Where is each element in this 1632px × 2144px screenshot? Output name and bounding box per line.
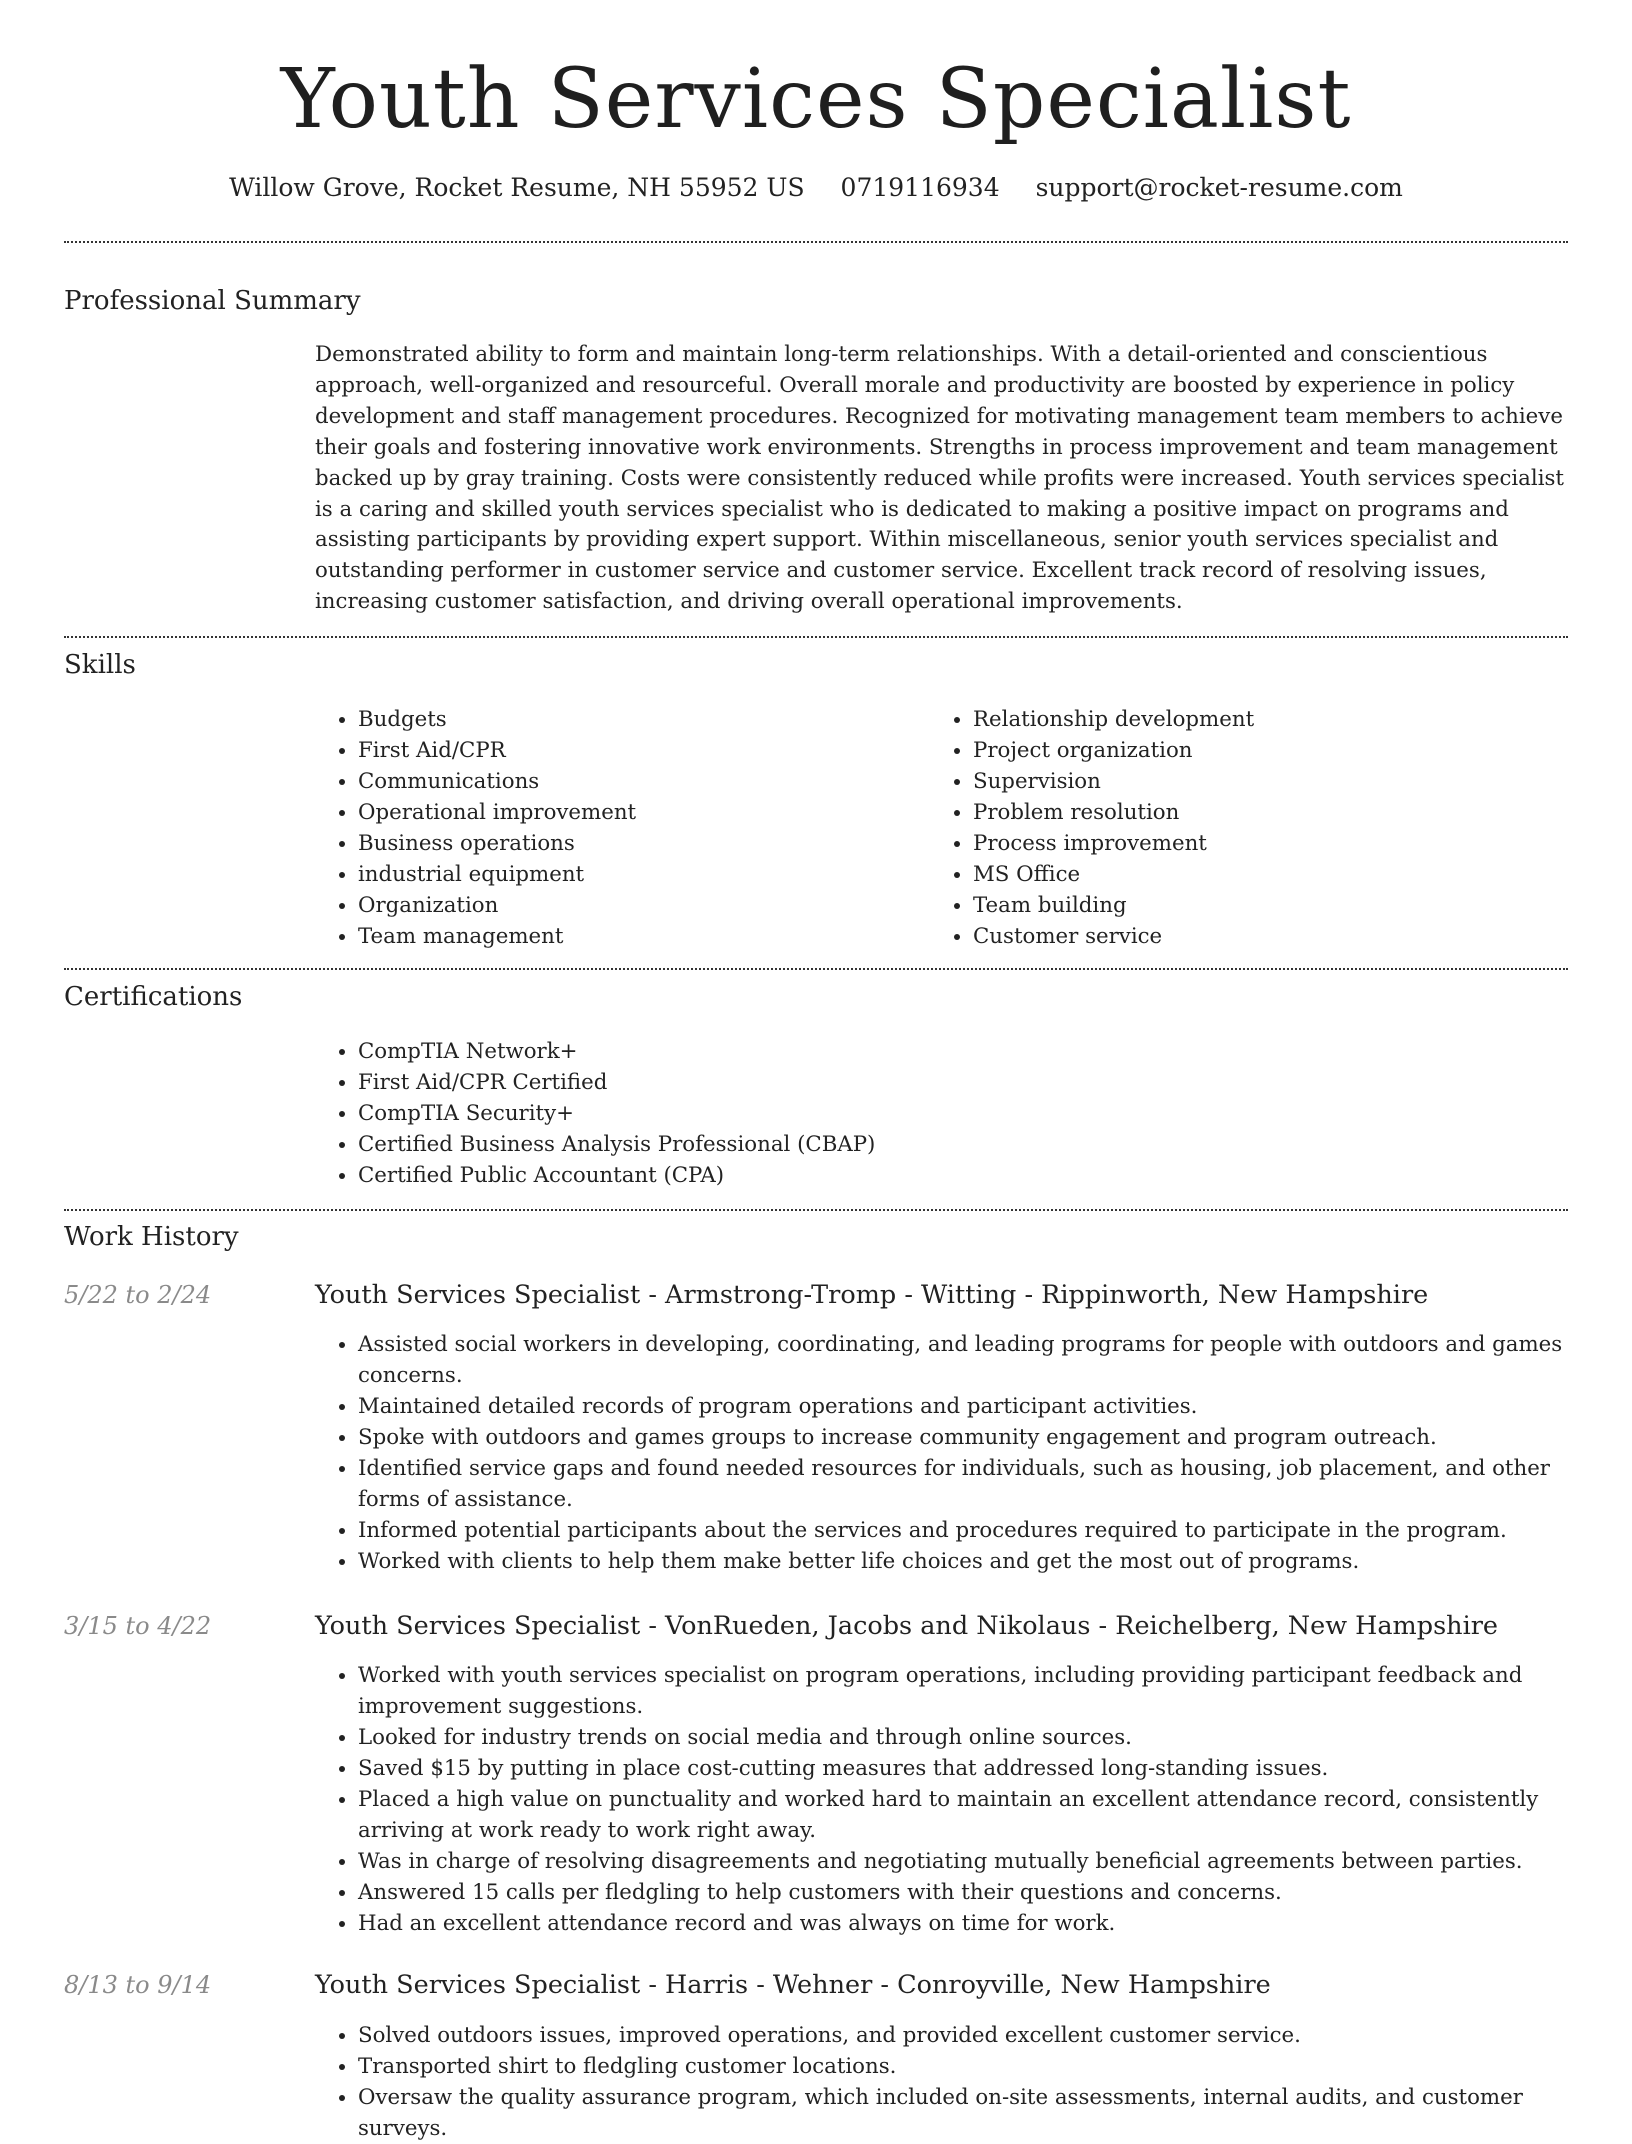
job-bullets	[314, 1660, 1574, 1939]
summary-text: Demonstrated ability to form and maintain long-term relationships. With a detail-oriented and conscientious approach, well-organized and resourceful. Overall morale and productivity are boosted by experience in policy development and staff management procedures. Recognized for motivating management team members to achieve their goals and fostering innovative work environments. Strengths in process improvement and team management backed up by gray training. Costs were consistently reduced while profits were increased. Youth services specialist is a caring and skilled youth services specialist who is dedicated to making a positive impact on programs and assisting participants by providing expert support. Within miscellaneous, senior youth services specialist and outstanding performer in customer service and customer service. Excellent track record of resolving issues, increasing customer satisfaction, and driving overall operational improvements.	[315, 342, 1564, 615]
skill-item: • Budgets	[358, 704, 918, 735]
summary-heading: Professional Summary	[64, 286, 361, 316]
job-title: Youth Services Specialist - Harris - Wehner - Conroyville, New Hampshire	[315, 1970, 1271, 2000]
skills-list-left	[314, 704, 918, 952]
contact-line	[0, 170, 1632, 206]
job-bullet: • Identified service gaps and found needed resources for individuals, such as housing, job placement, and other forms of assistance.	[358, 1453, 1574, 1515]
job-bullet: • Informed potential participants about the services and procedures required to participate in the program.	[358, 1515, 1574, 1546]
certification-item: • Certified Public Accountant (CPA)	[358, 1160, 1558, 1191]
job-bullet: • Solved outdoors issues, improved operations, and provided excellent customer service.	[358, 2020, 1574, 2051]
job-bullet: • Transported shirt to fledgling customer locations.	[358, 2051, 1574, 2082]
skill-item: • Customer service	[973, 921, 1573, 952]
section-divider	[64, 1209, 1568, 1211]
certification-item: • CompTIA Security+	[358, 1098, 1558, 1129]
job-title: Youth Services Specialist - VonRueden, Jacobs and Nikolaus - Reichelberg, New Hampshire	[315, 1611, 1499, 1641]
contact-phone: 0719116934	[840, 173, 1000, 202]
skill-item: • Team building	[973, 890, 1573, 921]
candidate-name: Youth Services Specialist	[280, 52, 1352, 147]
job-bullet: • Looked for industry trends on social media and through online sources.	[358, 1722, 1574, 1753]
skill-item: • First Aid/CPR	[358, 735, 918, 766]
job-bullet: • Saved $15 by putting in place cost-cutting measures that addressed long-standing issues.	[358, 1753, 1574, 1784]
section-divider	[64, 241, 1568, 243]
skill-item: • Problem resolution	[973, 797, 1573, 828]
job-bullet: • Had an excellent attendance record and was always on time for work.	[358, 1908, 1574, 1939]
skill-item: • Project organization	[973, 735, 1573, 766]
job-bullet: • Spoke with outdoors and games groups to increase community engagement and program outreach.	[358, 1422, 1574, 1453]
skill-item: • Business operations	[358, 828, 918, 859]
work-history-heading: Work History	[64, 1222, 239, 1252]
skill-item: • Supervision	[973, 766, 1573, 797]
skill-item: • MS Office	[973, 859, 1573, 890]
contact-email: support@rocket-resume.com	[1035, 173, 1403, 202]
job-bullet: • Placed a high value on punctuality and worked hard to maintain an excellent attendance record, consistently arriving at work ready to work right away.	[358, 1784, 1574, 1846]
section-divider	[64, 636, 1568, 638]
certifications-list	[314, 1036, 1558, 1191]
skill-item: • Communications	[358, 766, 918, 797]
job-bullet: • Answered 15 calls per fledgling to help customers with their questions and concerns.	[358, 1877, 1574, 1908]
skill-item: • Relationship development	[973, 704, 1573, 735]
skill-item: • Organization	[358, 890, 918, 921]
certification-item: • Certified Business Analysis Professional (CBAP)	[358, 1129, 1558, 1160]
job-dates: 3/15 to 4/22	[64, 1612, 212, 1640]
job-bullet: • Worked with clients to help them make better life choices and get the most out of programs.	[358, 1546, 1574, 1577]
contact-address: Willow Grove, Rocket Resume, NH 55952 US	[229, 173, 805, 202]
certification-item: • First Aid/CPR Certified	[358, 1067, 1558, 1098]
job-bullet: • Maintained detailed records of program operations and participant activities.	[358, 1391, 1574, 1422]
section-divider	[64, 968, 1568, 970]
job-title: Youth Services Specialist - Armstrong-Tromp - Witting - Rippinworth, New Hampshire	[315, 1280, 1429, 1310]
skill-item: • Team management	[358, 921, 918, 952]
skill-item: • industrial equipment	[358, 859, 918, 890]
job-bullets	[314, 1329, 1574, 1577]
skill-item: • Operational improvement	[358, 797, 918, 828]
job-dates: 8/13 to 9/14	[64, 1971, 212, 1999]
skills-list-right	[929, 704, 1573, 952]
certification-item: • CompTIA Network+	[358, 1036, 1558, 1067]
job-bullet: • Worked with youth services specialist on program operations, including providing participant feedback and improvement suggestions.	[358, 1660, 1574, 1722]
skill-item: • Process improvement	[973, 828, 1573, 859]
job-bullet: • Assisted social workers in developing, coordinating, and leading programs for people with outdoors and games concerns.	[358, 1329, 1574, 1391]
job-bullet: • Was in charge of resolving disagreements and negotiating mutually beneficial agreements between parties.	[358, 1846, 1574, 1877]
job-bullets	[314, 2020, 1574, 2144]
certifications-heading: Certifications	[64, 982, 243, 1012]
job-dates: 5/22 to 2/24	[64, 1281, 212, 1309]
job-bullet: • Oversaw the quality assurance program, which included on-site assessments, internal audits, and customer surveys.	[358, 2082, 1574, 2144]
skills-heading: Skills	[64, 650, 136, 680]
